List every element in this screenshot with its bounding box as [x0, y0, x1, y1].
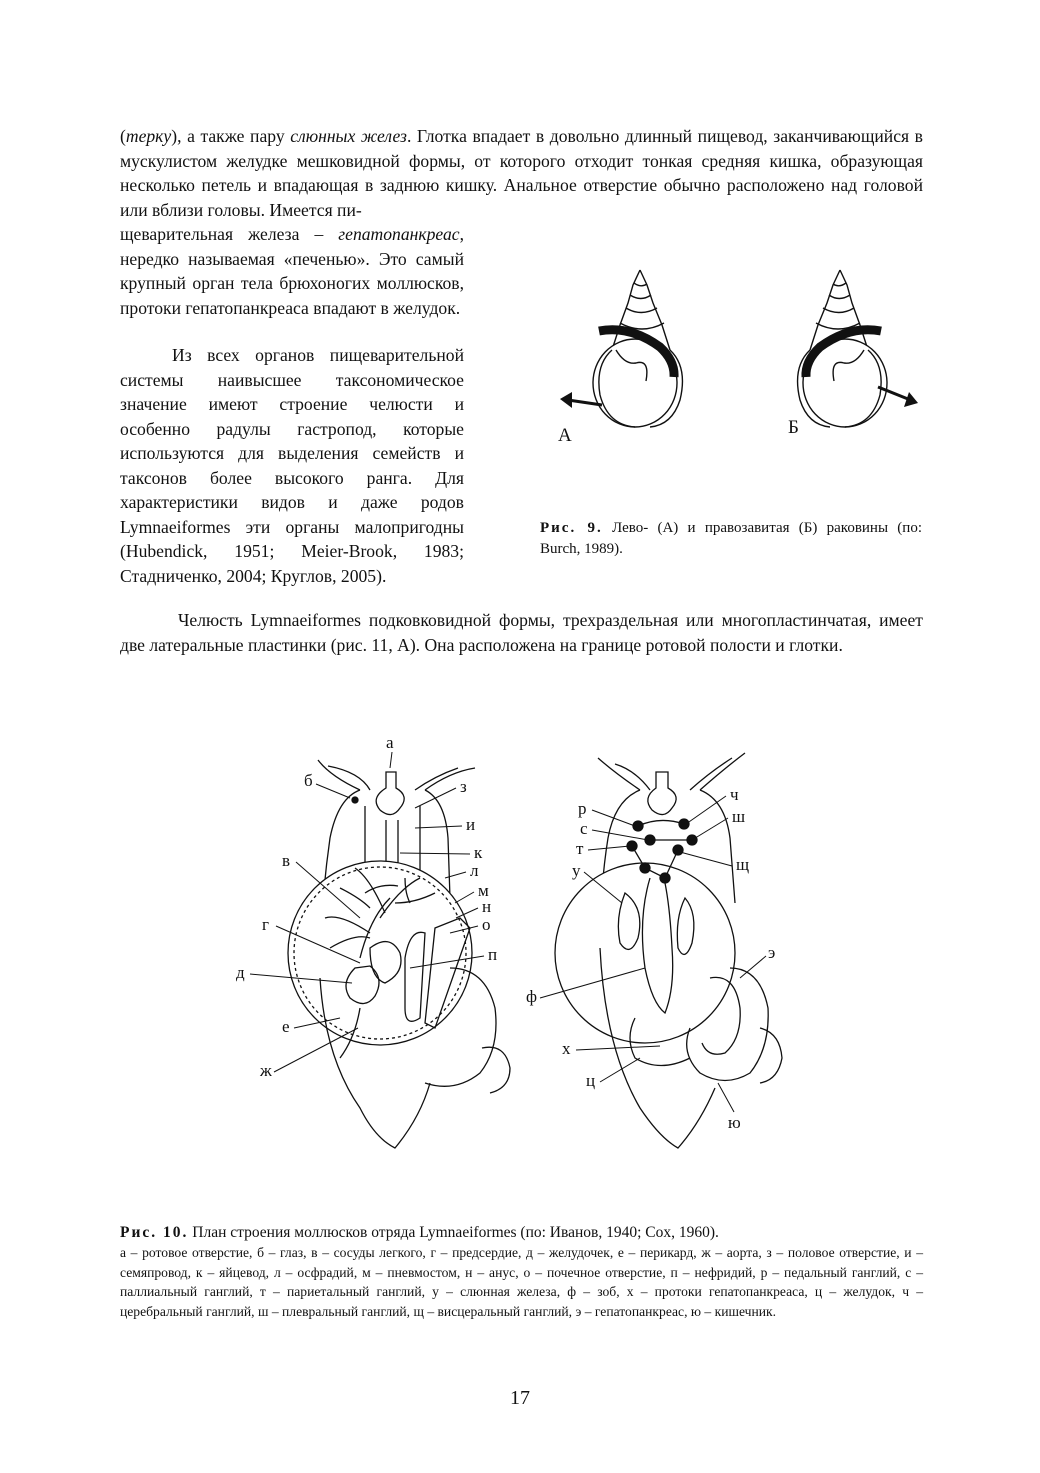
shell-left-coiled-illustration	[560, 270, 682, 427]
figure-9-caption: Рис. 9. Лево- (А) и правозавитая (Б) раковины (по: Burch, 1989).	[540, 520, 922, 557]
label-d: д	[236, 963, 245, 982]
figure-10-caption	[120, 1222, 923, 1321]
figure-10-anatomy	[220, 728, 820, 1168]
figure-10-legend: а – ротовое отверстие, б – глаз, в – сосуды легкого, г – предсердие, д – желудочек, е – перикард, ж – аорта, з – половое отверстие, и – семяпровод, к – яйцевод, л – осфрадий, м – пневмостом, н – анус, о – почечное отверстие, п – нефридий, р – педальный ганглий, с – паллиальный ганглий, т – париетальный ганглий, у – слюнная железа, ф – зоб, х – протоки гепатопанкреаса, ц – желудок, ч – церебральный ганглий, ш – плевральный ганглий, щ – висцеральный ганглий, э – гепатопанкреас, ю – кишечник.	[120, 1245, 923, 1319]
figure-9-label-b: Б	[788, 417, 799, 438]
label-g: г	[262, 915, 269, 934]
label-i: и	[466, 815, 476, 834]
label-zh: ж	[260, 1061, 272, 1080]
label-o: о	[482, 915, 491, 934]
label-s: с	[580, 819, 588, 838]
label-t: т	[576, 839, 584, 858]
label-e: е	[282, 1017, 290, 1036]
label-f: ф	[526, 987, 538, 1006]
label-m: м	[478, 881, 489, 900]
paragraph-hepatopancreas: щеварительная железа – гепатопанкреас, нередко называемая «печенью». Это самый крупный орган тела брюхоногих моллюсков, протоки гепатопанкреаса впадают в желудок.	[120, 224, 464, 318]
paragraph-taxonomy: Из всех органов пищеварительной системы наивысшее таксономическое значение имеют строение челюсти и особенно радулы гастропод, которые используются для выделения семейств и таксонов более высокого ранга. Для характеристики видов и даже родов Lymnaeiformes эти органы малопригодны (Hubendick, 1951; Meier-Brook, 1983; Стадниченко, 2004; Круглов, 2005).	[120, 345, 464, 586]
snail-anatomy-left-illustration	[288, 760, 510, 1148]
shell-right-coiled-illustration	[798, 270, 918, 427]
label-l: л	[470, 861, 479, 880]
label-sch: щ	[736, 855, 750, 874]
label-k: к	[474, 843, 483, 862]
label-ch: ч	[730, 785, 739, 804]
label-h: х	[562, 1039, 571, 1058]
label-z: з	[460, 777, 467, 796]
label-v: в	[282, 851, 291, 870]
label-r: р	[578, 799, 587, 818]
figure-9-label-a: А	[558, 425, 572, 445]
label-p: п	[488, 945, 498, 964]
page-number: 17	[510, 1387, 530, 1409]
label-yu: ю	[728, 1113, 741, 1132]
label-ee: э	[768, 943, 776, 962]
paragraph-jaw: Челюсть Lymnaeiformes подковковидной формы, трехраздельная или многопластинчатая, имеет две латеральные пластинки (рис. 11, А). Она расположена на границе ротовой полости и глотки.	[120, 610, 923, 655]
figure-10-caption-title: Рис. 10. План строения моллюсков отряда Lymnaeiformes (по: Иванов, 1940; Cox, 1960).	[120, 1224, 719, 1241]
paragraph-intro: (терку), а также пару слюнных желез. Глотка впадает в довольно длинный пищевод, заканчивающийся в мускулистом желудке мешковидной формы, от которого отходит тонкая средняя кишка, образующая несколько петель и впадающая в заднюю кишку. Анальное отверстие обычно расположено над головой или вблизи головы. Имеется пи-	[120, 126, 923, 220]
label-b: б	[304, 771, 313, 790]
label-sh: ш	[732, 807, 746, 826]
figure-9-shells	[540, 255, 930, 445]
label-n: н	[482, 897, 492, 916]
label-ts: ц	[586, 1071, 596, 1090]
label-u: у	[572, 861, 581, 880]
label-a: а	[386, 733, 394, 752]
